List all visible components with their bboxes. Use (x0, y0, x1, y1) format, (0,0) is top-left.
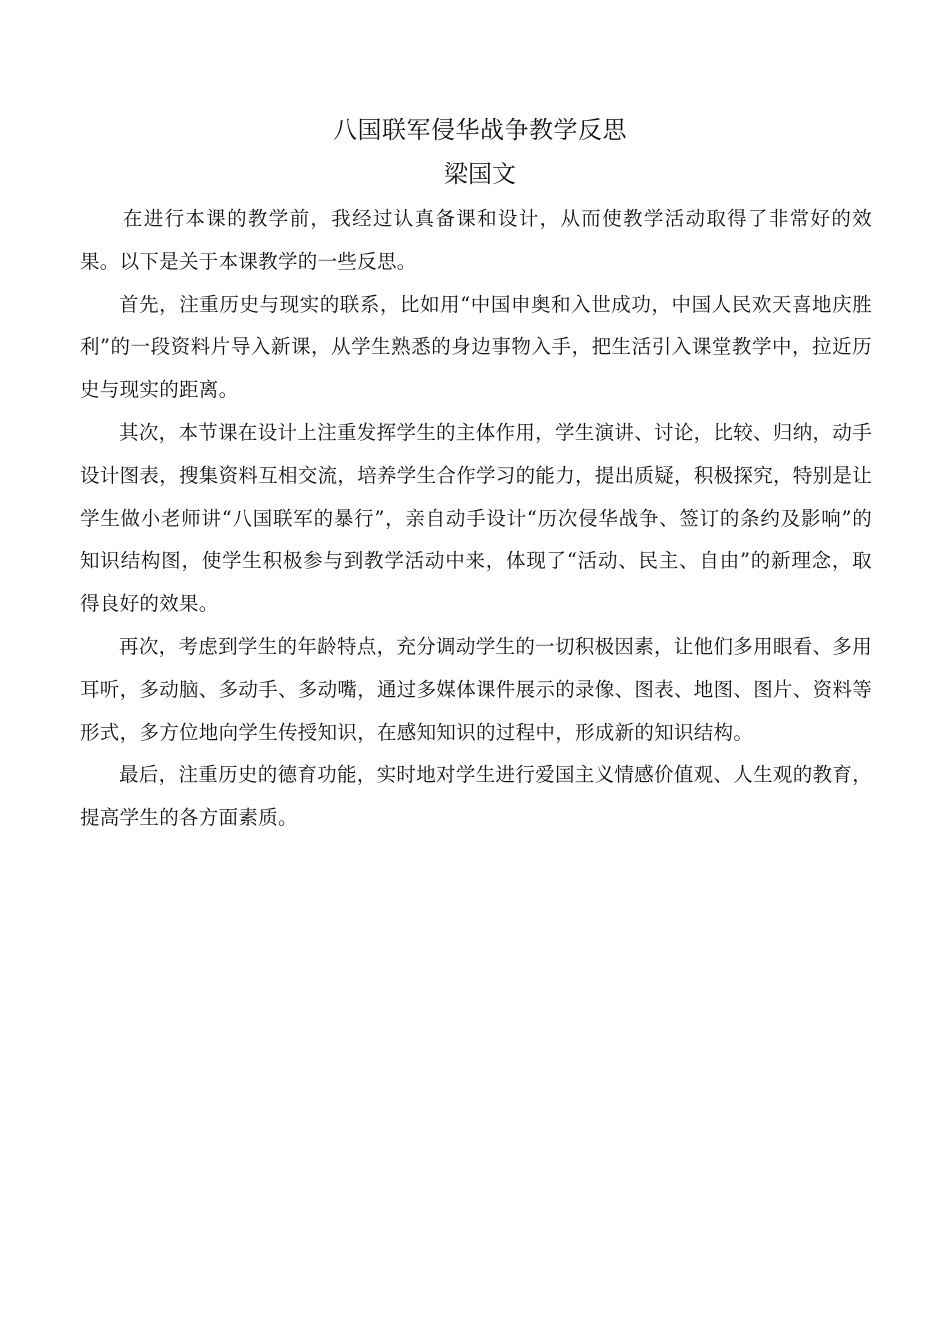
document-author: 梁国文 (444, 160, 516, 188)
paragraph-final-point: 最后，注重历史的德育功能，实时地对学生进行爱国主义情感价值观、人生观的教育，提高学生的各方面素质。 (80, 763, 872, 830)
document-title: 八国联军侵华战争教学反思 (333, 116, 627, 144)
paragraph-intro: 在进行本课的教学前，我经过认真备课和设计，从而使教学活动取得了非常好的效果。以下是关于本课教学的一些反思。 (80, 207, 872, 273)
paragraph-first-point: 首先，注重历史与现实的联系，比如用“中国申奥和入世成功，中国人民欢天喜地庆胜利”的一段资料片导入新课，从学生熟悉的身边事物入手，把生活引入课堂教学中，拉近历史与现实的距离。 (80, 292, 872, 402)
paragraph-second-point: 其次，本节课在设计上注重发挥学生的主体作用，学生演讲、讨论，比较、归纳，动手设计图表，搜集资料互相交流，培养学生合作学习的能力，提出质疑，积极探究，特别是让学生做小老师讲“八国联军的暴行”，亲自动手设计“历次侵华战争、签订的条约及影响”的知识结构图，使学生积极参与到教学活动中来，体现了“活动、民主、自由”的新理念，取得良好的效果。 (80, 420, 873, 616)
document-body (80, 198, 872, 840)
paragraph-third-point: 再次，考虑到学生的年龄特点，充分调动学生的一切积极因素，让他们多用眼看、多用耳听，多动脑、多动手、多动嘴，通过多媒体课件展示的录像、图表、地图、图片、资料等形式，多方位地向学生传授知识，在感知知识的过程中，形成新的知识结构。 (80, 634, 873, 744)
